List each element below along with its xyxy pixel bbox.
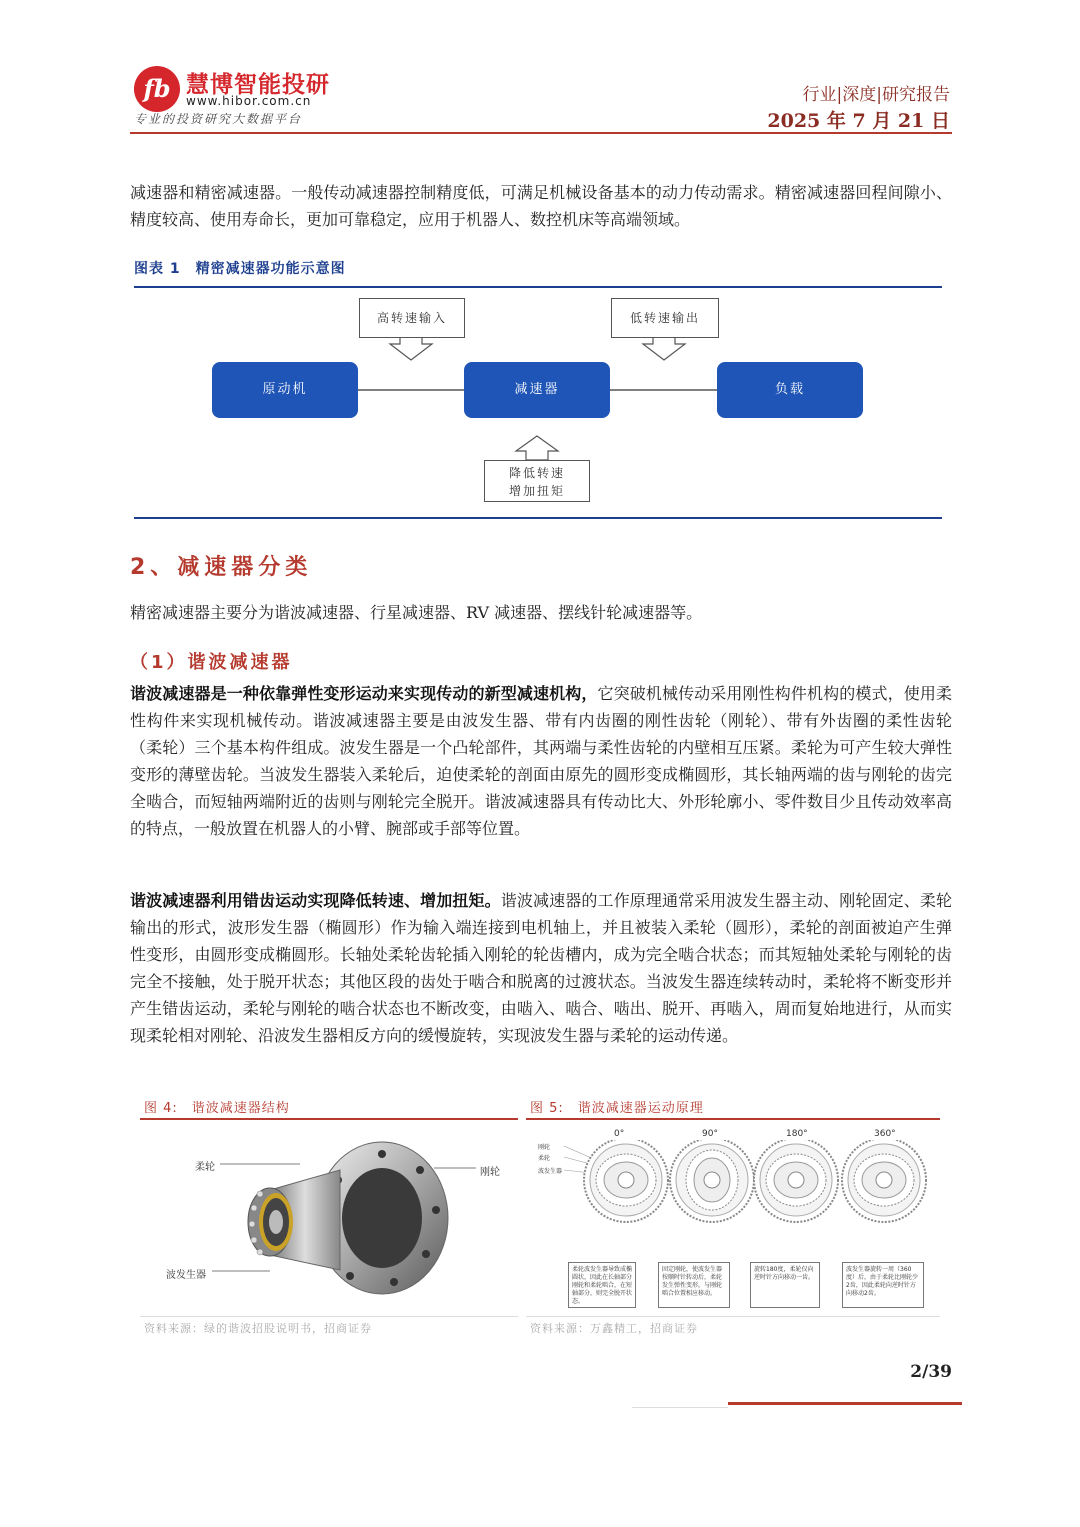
report-type: 行业|深度|研究报告 bbox=[802, 85, 950, 105]
figure4-bottom-rule bbox=[140, 1316, 518, 1317]
page-number: 2/39 bbox=[910, 1362, 952, 1382]
label-rigid-wheel: 刚轮 bbox=[480, 1167, 500, 1178]
label-wave-generator: 波发生器 bbox=[166, 1270, 206, 1281]
figure4-title: 图 4: 谐波减速器结构 bbox=[144, 1101, 290, 1116]
subsection-heading: （1）谐波减速器 bbox=[130, 652, 293, 673]
figure5-title: 图 5: 谐波减速器运动原理 bbox=[530, 1101, 704, 1116]
logo-name: 慧博智能投研 bbox=[186, 72, 330, 98]
figure4-rule bbox=[140, 1118, 518, 1120]
section2-paragraph: 精密减速器主要分为谐波减速器、行星减速器、RV 减速器、摆线针轮减速器等。 bbox=[130, 603, 703, 622]
intro-paragraph: 减速器和精密减速器。一般传动减速器控制精度低，可满足机械设备基本的动力传动需求。精密减速器回程间隙小、精度较高、使用寿命长，更加可靠稳定，应用于机器人、数控机床等高端领域。 bbox=[130, 183, 952, 229]
harmonic-motion-diagrams bbox=[526, 1140, 940, 1250]
motion-note-4: 波发生器旋转一周（360度）后，由于柔轮比刚轮少2齿，因此柔轮向逆时针方向移动2齿。 bbox=[842, 1262, 924, 1308]
figure5-rule bbox=[526, 1118, 940, 1120]
motion-note-2: 固定刚轮，使波发生器按顺时针转动后，柔轮发生弹性变形，与刚轮啮合位置相应移动。 bbox=[658, 1262, 730, 1308]
harmonic-paragraph-2-lead: 谐波减速器利用错齿运动实现降低转速、增加扭矩。 bbox=[130, 891, 501, 910]
figure1-bottom-rule bbox=[134, 517, 942, 519]
logo-slogan: 专业的投资研究大数据平台 bbox=[134, 112, 303, 126]
legend-flex: 柔轮 bbox=[538, 1155, 551, 1162]
figure5-bottom-rule bbox=[526, 1316, 940, 1317]
header-divider bbox=[130, 132, 952, 134]
figure5-source: 资料来源：万鑫精工，招商证券 bbox=[530, 1322, 698, 1335]
callout-line-2: 增加扭矩 bbox=[508, 484, 565, 498]
up-arrow-icon bbox=[516, 436, 558, 460]
harmonic-paragraph-1-body: 它突破机械传动采用刚性构件机构的模式，使用柔性构件来实现机械传动。谐波减速器主要是由波发生器、带有内齿圈的刚性齿轮（刚轮）、带有外齿圈的柔性齿轮（柔轮）三个基本构件组成。波发生器是一个凸轮部件，其两端与柔性齿轮的内壁相互压紧。柔轮为可产生较大弹性变形的薄壁齿轮。当波发生器装入柔轮后，迫使柔轮的剖面由原先的圆形变成椭圆形，其长轴两端的齿与刚轮的齿完全啮合，而短轴两端附近的齿则与刚轮完全脱开。谐波减速器具有传动比大、外形轮廓小、零件数目少且传动效率高的特点，一般放置在机器人的小臂、腕部或手部等位置。 bbox=[130, 684, 952, 838]
down-arrow-icon bbox=[390, 336, 432, 360]
motion-note-1: 柔轮波发生器导致成椭圆状，因此在长轴部分刚轮和柔轮啮合，在短轴部分，则完全脱开状态。 bbox=[568, 1262, 636, 1308]
callout-line-1: 降低转速 bbox=[508, 466, 565, 480]
box-prime-mover: 原动机 bbox=[212, 362, 358, 418]
callout-high-speed-input: 高转速输入 bbox=[359, 298, 465, 338]
legend-wave: 波发生器 bbox=[538, 1168, 563, 1175]
box-reducer: 减速器 bbox=[464, 362, 610, 418]
box-load: 负载 bbox=[717, 362, 863, 418]
motion-note-3: 旋转180度，柔轮仅向逆时针方向移动一齿。 bbox=[750, 1262, 820, 1308]
harmonic-paragraph-2 bbox=[130, 887, 952, 1049]
figure4-source: 资料来源：绿的谐波招股说明书，招商证券 bbox=[144, 1322, 372, 1335]
harmonic-paragraph-1 bbox=[130, 680, 952, 842]
angle-label: 90° bbox=[702, 1129, 718, 1139]
angle-label: 0° bbox=[614, 1129, 625, 1139]
label-flex-wheel: 柔轮 bbox=[195, 1162, 215, 1173]
section-heading: 2、减速器分类 bbox=[130, 555, 313, 580]
figure1-title: 图表 1 精密减速器功能示意图 bbox=[134, 261, 346, 277]
legend-rigid: 刚轮 bbox=[538, 1144, 551, 1151]
footer-divider-light bbox=[632, 1407, 728, 1408]
harmonic-paragraph-1-lead: 谐波减速器是一种依靠弹性变形运动来实现传动的新型减速机构， bbox=[130, 684, 598, 703]
logo-url: www.hibor.com.cn bbox=[186, 94, 312, 108]
logo-mark: fb bbox=[134, 66, 180, 112]
down-arrow-icon bbox=[643, 336, 685, 360]
callout-low-speed-output: 低转速输出 bbox=[611, 298, 719, 338]
angle-label: 180° bbox=[786, 1129, 808, 1139]
angle-label: 360° bbox=[874, 1129, 896, 1139]
callout-reduce-speed-increase-torque bbox=[484, 460, 590, 502]
report-date: 2025 年 7 月 21 日 bbox=[767, 110, 950, 132]
footer-divider bbox=[728, 1402, 962, 1405]
harmonic-paragraph-2-body: 谐波减速器的工作原理通常采用波发生器主动、刚轮固定、柔轮输出的形式，波形发生器（椭圆形）作为输入端连接到电机轴上，并且被装入柔轮（圆形），柔轮的剖面被迫产生弹性变形，由圆形变成椭圆形。长轴处柔轮齿轮插入刚轮的轮齿槽内，成为完全啮合状态；而其短轴处柔轮与刚轮的齿完全不接触，处于脱开状态；其他区段的齿处于啮合和脱离的过渡状态。当波发生器连续转动时，柔轮将不断变形并产生错齿运动，柔轮与刚轮的啮合状态也不断改变，由啮入、啮合、啮出、脱开、再啮入，周而复始地进行，从而实现柔轮相对刚轮、沿波发生器相反方向的缓慢旋转，实现波发生器与柔轮的运动传递。 bbox=[130, 891, 952, 1045]
